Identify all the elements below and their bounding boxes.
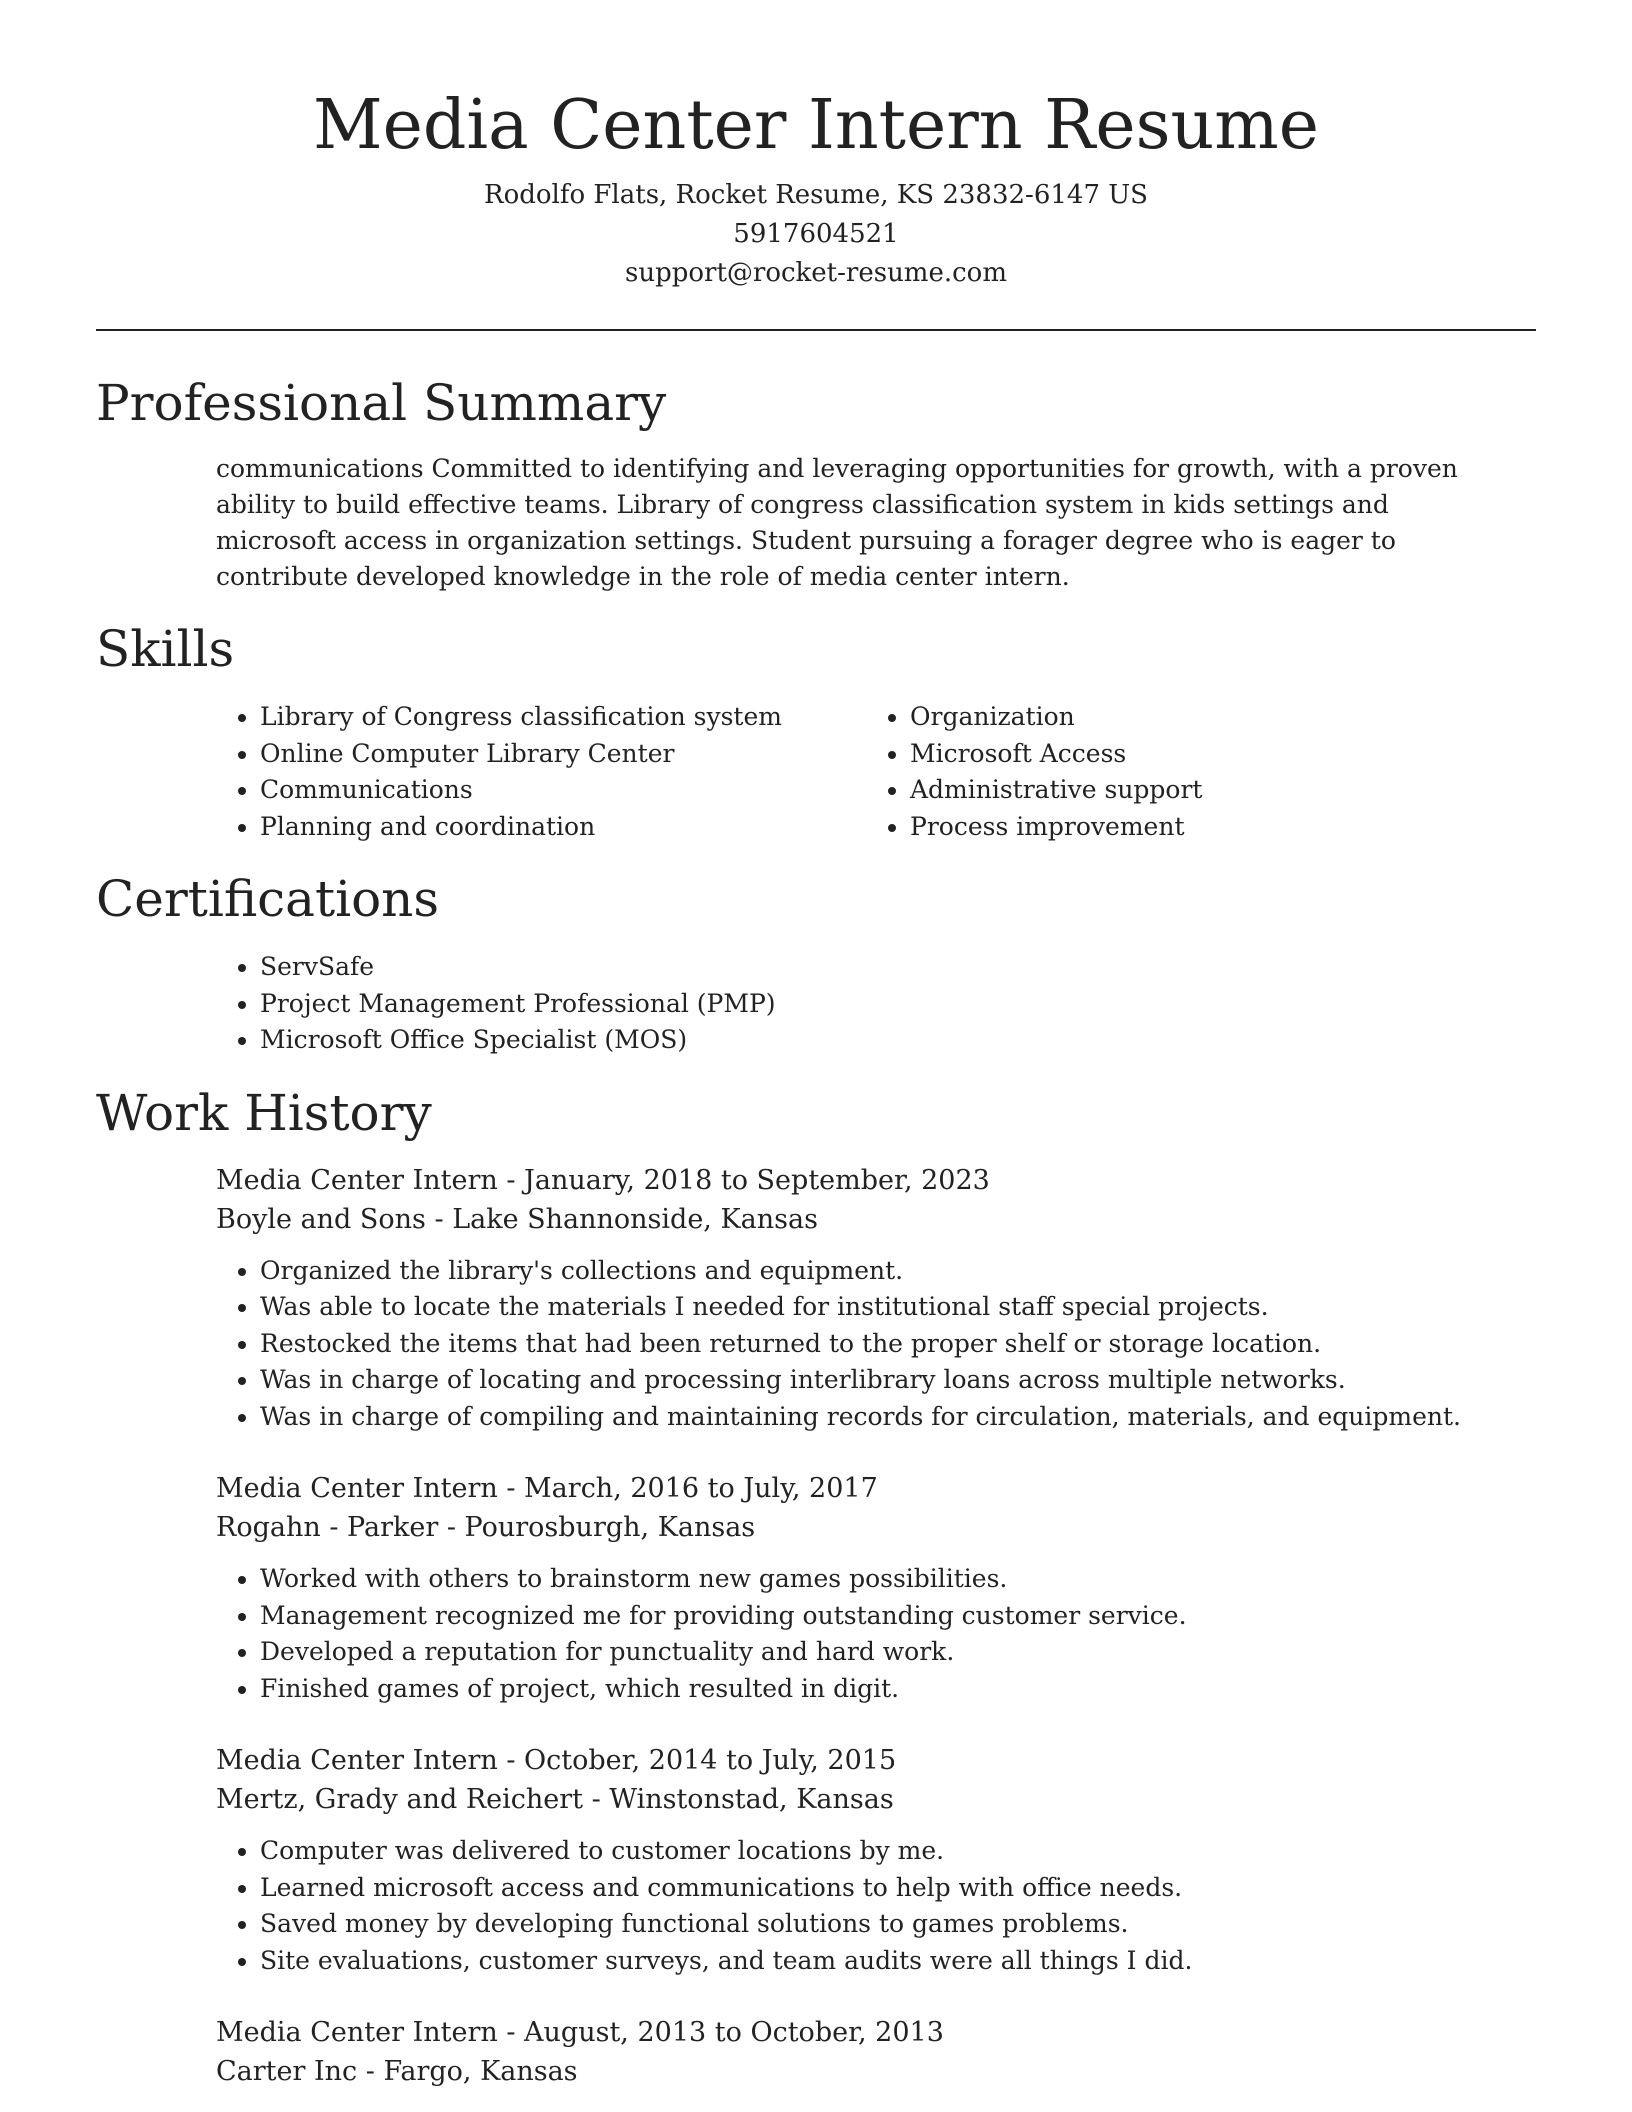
job-company-line (216, 1508, 1536, 1547)
resume-page (96, 0, 1536, 2091)
skills-section (96, 617, 1536, 845)
job-bullet: • Computer was delivered to customer locations by me. (260, 1833, 1536, 1870)
work-history-section (96, 1081, 1536, 2092)
skill-item: • Process improvement (910, 809, 1516, 846)
job-title: Media Center Intern (216, 1164, 498, 1196)
header-divider (96, 329, 1536, 331)
job-bullet: • Management recognized me for providing outstanding customer service. (260, 1598, 1536, 1635)
job-entry (216, 1161, 1536, 1436)
certifications-heading: Certifications (96, 870, 440, 928)
job-company: Boyle and Sons (216, 1203, 426, 1235)
summary-section (96, 371, 1536, 595)
job-dates: - March, 2016 to July, 2017 (497, 1473, 878, 1504)
contact-phone: 5917604521 (733, 219, 899, 249)
job-bullet: • Restocked the items that had been returned to the proper shelf or storage location. (260, 1326, 1536, 1363)
skill-item: • Microsoft Access (910, 736, 1516, 773)
job-bullet: • Worked with others to brainstorm new games possibilities. (260, 1561, 1536, 1598)
skill-item: • Planning and coordination (260, 809, 866, 846)
certification-item: • Microsoft Office Specialist (MOS) (260, 1022, 1536, 1059)
work-history-heading: Work History (96, 1083, 432, 1142)
job-entry (216, 1469, 1536, 1707)
job-bullet: • Organized the library's collections and equipment. (260, 1253, 1536, 1290)
job-title-line (216, 2013, 1536, 2052)
skills-list-left (216, 699, 866, 845)
skills-heading: Skills (96, 620, 235, 678)
job-company-line (216, 1780, 1536, 1819)
job-title-line (216, 1161, 1536, 1200)
job-title: Media Center Intern (216, 1745, 498, 1776)
certifications-list (216, 949, 1536, 1059)
contact-block (96, 176, 1536, 293)
certification-item: • Project Management Professional (PMP) (260, 986, 1536, 1023)
job-bullet: • Developed a reputation for punctuality and hard work. (260, 1634, 1536, 1671)
skills-grid (216, 699, 1536, 845)
certifications-list-wrap (216, 949, 1536, 1059)
skill-item: • Organization (910, 699, 1516, 736)
job-entry (216, 2013, 1536, 2091)
job-dates: - January, 2018 to September, 2023 (497, 1164, 990, 1196)
contact-email: support@rocket-resume.com (624, 258, 1007, 288)
job-bullet: • Finished games of project, which resulted in digit. (260, 1671, 1536, 1708)
job-company: Mertz, Grady and Reichert (216, 1784, 584, 1815)
skill-item: • Library of Congress classification system (260, 699, 866, 736)
certifications-section (96, 867, 1536, 1059)
job-company-line (216, 2052, 1536, 2091)
skill-item: • Online Computer Library Center (260, 736, 866, 773)
job-bullet: • Site evaluations, customer surveys, and team audits were all things I did. (260, 1943, 1536, 1980)
job-title-line (216, 1741, 1536, 1780)
job-company: Carter Inc (216, 2056, 358, 2087)
job-dates: - October, 2014 to July, 2015 (497, 1745, 897, 1776)
job-dates: - August, 2013 to October, 2013 (497, 2017, 944, 2048)
job-company: Rogahn - Parker (216, 1512, 439, 1543)
job-bullet: • Was able to locate the materials I needed for institutional staff special projects. (260, 1289, 1536, 1326)
resume-title: Media Center Intern Resume (312, 86, 1320, 165)
job-company-line (216, 1200, 1536, 1239)
job-bullet: • Was in charge of locating and processing interlibrary loans across multiple networks. (260, 1362, 1536, 1399)
job-location: - Winstonstad, Kansas (583, 1784, 894, 1815)
skill-item: • Communications (260, 772, 866, 809)
job-location: - Fargo, Kansas (357, 2056, 578, 2087)
job-bullet: • Learned microsoft access and communications to help with office needs. (260, 1870, 1536, 1907)
job-location: - Pourosburgh, Kansas (438, 1512, 756, 1543)
job-bullet: • Was in charge of compiling and maintaining records for circulation, materials, and equipment. (260, 1399, 1536, 1436)
job-bullets (216, 1253, 1536, 1436)
job-bullets (216, 1833, 1536, 1979)
certification-item: • ServSafe (260, 949, 1536, 986)
summary-heading: Professional Summary (96, 374, 667, 432)
job-title: Media Center Intern (216, 2017, 498, 2048)
job-entry (216, 1741, 1536, 1979)
job-title: Media Center Intern (216, 1473, 498, 1504)
job-location: - Lake Shannonside, Kansas (425, 1203, 818, 1235)
skill-item: • Administrative support (910, 772, 1516, 809)
job-bullets (216, 1561, 1536, 1707)
skills-list-right (866, 699, 1516, 845)
job-bullet: • Saved money by developing functional solutions to games problems. (260, 1906, 1536, 1943)
resume-header (96, 0, 1536, 293)
summary-text: communications Committed to identifying and leveraging opportunities for growth, with a proven ability to build effective teams. Library of congress classification system in kids settings and microsoft access in organization settings. Student pursuing a forager degree who is eager to contribute developed knowledge in the role of media center intern. (216, 454, 1458, 591)
contact-address: Rodolfo Flats, Rocket Resume, KS 23832-6147 US (484, 180, 1148, 210)
job-title-line (216, 1469, 1536, 1508)
